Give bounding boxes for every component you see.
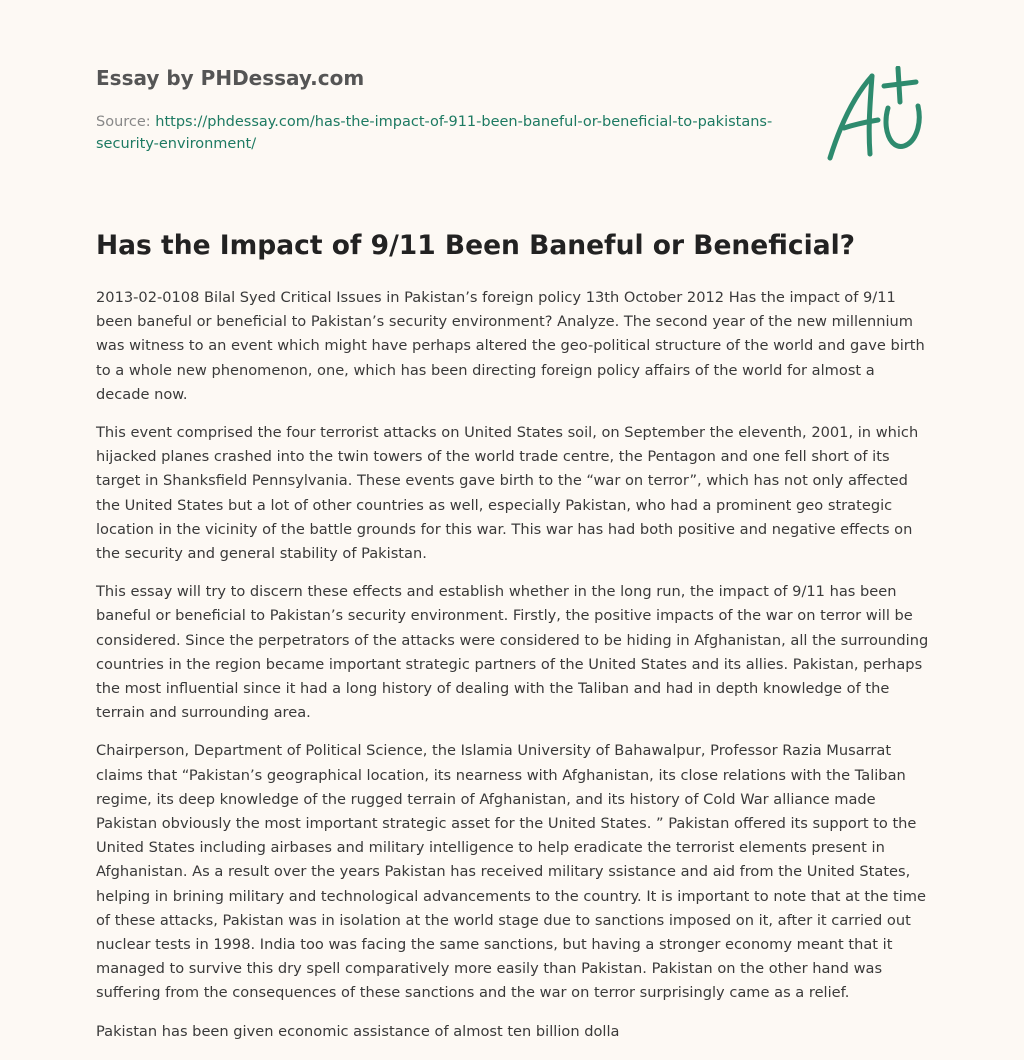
paragraph: Chairperson, Department of Political Science, the Islamia University of Bahawalpur, Professor Razia Musarrat claims that “Pakistan’s geographical location, its nearness with Afghanistan, its close relations with the Taliban regime, its deep knowledge of the rugged terrain of Afghanistan, and its history of Cold War alliance made Pakistan obviously the most important strategic asset for the United States. ” Pakistan offered its support to the United States including airbases and military intelligence to help eradicate the terrorist elements present in Afghanistan. As a result over the years Pakistan has received military ssistance and aid from the United States, helping in brining military and technological advancements to the country. It is important to note that at the time of these attacks, Pakistan was in isolation at the world stage due to sanctions imposed on it, after it carried out nuclear tests in 1998. India too was facing the same sanctions, but having a stronger economy meant that it managed to survive this dry spell comparatively more easily than Pakistan. Pakistan on the other hand was suffering from the consequences of these sanctions and the war on terror surprisingly came as a relief. <box>96 742 926 1002</box>
site-brand: Essay by PHDessay.com <box>96 66 365 90</box>
a-plus-logo-icon <box>820 66 930 166</box>
article-body <box>96 286 930 1058</box>
paragraph: Pakistan has been given economic assistance of almost ten billion dolla <box>96 1022 620 1040</box>
article-title: Has the Impact of 9/11 Been Baneful or Beneficial? <box>96 230 856 261</box>
source-line <box>96 111 776 155</box>
paragraph: This event comprised the four terrorist attacks on United States soil, on September the eleventh, 2001, in which hijacked planes crashed into the twin towers of the world trade centre, the Pentagon and one fell short of its target in Shanksfield Pennsylvania. These events gave birth to the “war on terror”, which has not only affected the United States but a lot of other countries as well, especially Pakistan, who had a prominent geo strategic location in the vicinity of the battle grounds for this war. This war has had both positive and negative effects on the security and general stability of Pakistan. <box>96 424 919 563</box>
source-link[interactable]: https://phdessay.com/has-the-impact-of-911-been-baneful-or-beneficial-to-pakistans-security-environment/ <box>96 114 773 152</box>
source-label: Source: <box>96 114 156 130</box>
paragraph: 2013-02-0108 Bilal Syed Critical Issues in Pakistan’s foreign policy 13th October 2012 Has the impact of 9/11 been baneful or beneficial to Pakistan’s security environment? Analyze. The second year of the new millennium was witness to an event which might have perhaps altered the geo-political structure of the world and gave birth to a whole new phenomenon, one, which has been directing foreign policy affairs of the world for almost a decade now. <box>96 289 925 403</box>
paragraph: This essay will try to discern these effects and establish whether in the long run, the impact of 9/11 has been baneful or beneficial to Pakistan’s security environment. Firstly, the positive impacts of the war on terror will be considered. Since the perpetrators of the attacks were considered to be hiding in Afghanistan, all the surrounding countries in the region became important strategic partners of the United States and its allies. Pakistan, perhaps the most influential since it had a long history of dealing with the Taliban and had in depth knowledge of the terrain and surrounding area. <box>96 583 929 722</box>
